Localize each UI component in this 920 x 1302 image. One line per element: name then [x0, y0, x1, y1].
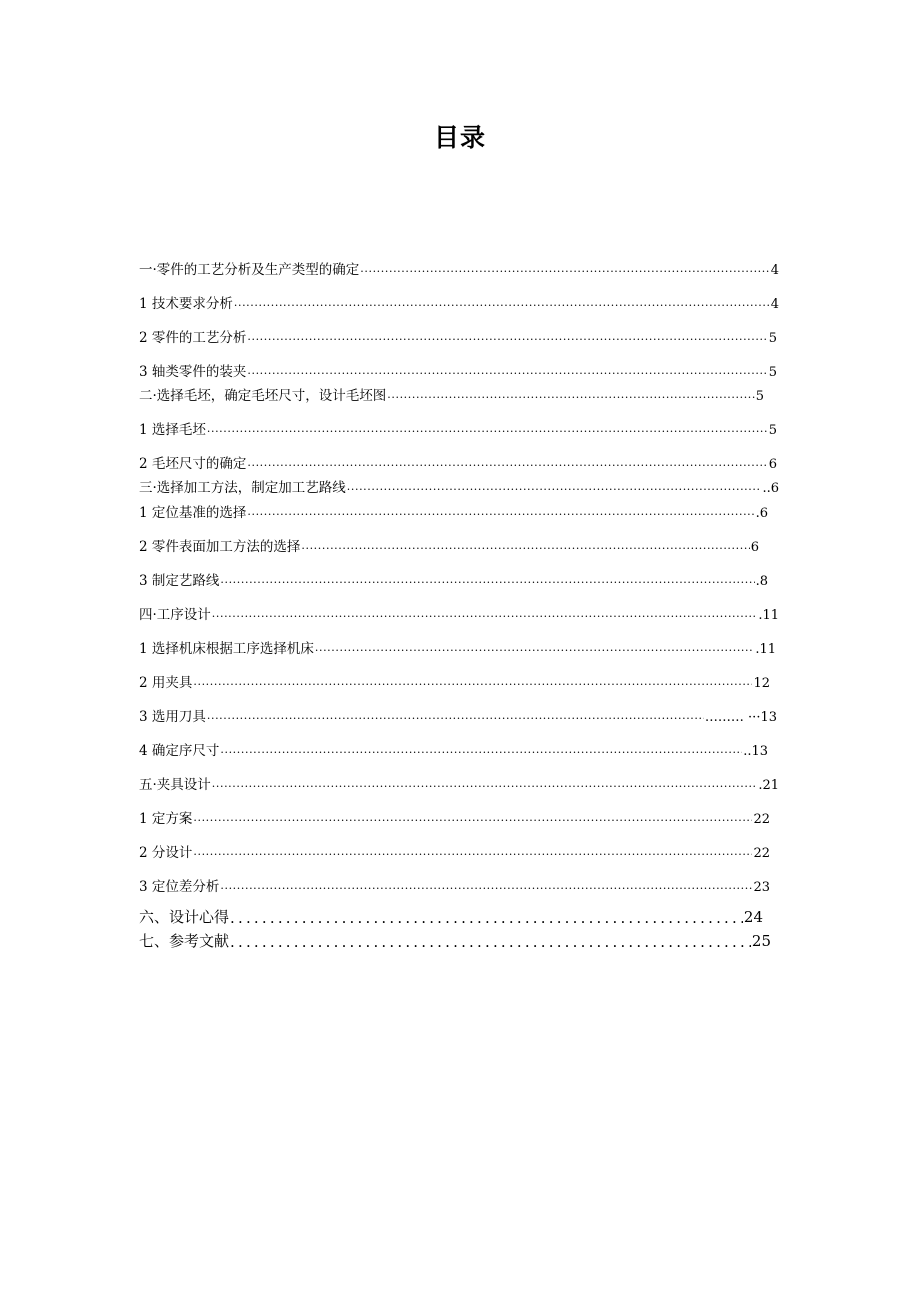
toc-entry-page: 24 [743, 908, 763, 926]
toc-entry[interactable] [139, 477, 779, 497]
toc-entry[interactable] [139, 706, 777, 726]
toc-entry-page: 5 [768, 331, 777, 346]
toc-entry-label: 3 制定艺路线 [139, 573, 220, 589]
toc-entry-page: 5 [755, 389, 764, 404]
toc-entry[interactable] [139, 259, 779, 279]
toc-entry-page: 6 [768, 457, 777, 472]
toc-entry-label: 3 定位差分析 [139, 879, 220, 895]
toc-entry-label: 六、设计心得 [139, 908, 230, 926]
toc-entry[interactable] [139, 570, 768, 590]
toc-entry-label: 3 选用刀具 [139, 709, 206, 725]
toc-entry-label: 2 分设计 [139, 845, 193, 861]
toc-leader [247, 366, 767, 381]
toc-leader [220, 575, 754, 590]
toc-entry-label: 七、参考文献 [139, 932, 230, 950]
toc-leader [193, 847, 752, 862]
page-title: 目录 [433, 123, 486, 152]
toc-entry-label: 四·工序设计 [139, 607, 211, 623]
toc-entry-page: 22 [753, 846, 770, 861]
toc-entry[interactable] [139, 930, 771, 950]
toc-leader [360, 264, 769, 279]
toc-entry-page: .11 [755, 642, 776, 657]
toc-leader [247, 458, 767, 473]
toc-entry[interactable] [139, 361, 777, 381]
toc-leader [212, 609, 758, 624]
toc-entry-page: 4 [770, 263, 779, 278]
toc-entry-page: 12 [753, 676, 770, 691]
toc-leader [234, 298, 770, 313]
toc-entry-label: 2 用夹具 [139, 675, 193, 691]
toc-entry[interactable] [139, 536, 759, 556]
toc-entry-label: 1 技术要求分析 [139, 296, 233, 312]
toc-entry-page: 23 [753, 880, 770, 895]
toc-leader [247, 507, 754, 522]
toc-entry[interactable] [139, 906, 763, 926]
toc-entry-label: 五·夹具设计 [139, 777, 211, 793]
toc-leader [220, 881, 752, 896]
toc-leader [193, 813, 752, 828]
toc-entry-label: 2 零件的工艺分析 [139, 330, 247, 346]
toc-entry-label: 三·选择加工方法，制定加工艺路线 [139, 480, 346, 496]
toc-entry[interactable] [139, 604, 779, 624]
toc-entry[interactable] [139, 385, 764, 405]
toc-entry-label: 1 定位基准的选择 [139, 505, 247, 521]
toc-entry-page: 4 [770, 297, 779, 312]
toc-leader [230, 911, 743, 926]
toc-entry[interactable] [139, 453, 777, 473]
toc-entry[interactable] [139, 740, 768, 760]
toc-entry-label: 1 定方案 [139, 811, 193, 827]
toc-entry[interactable] [139, 502, 768, 522]
toc-entry-page: .21 [758, 778, 779, 793]
toc-leader [315, 643, 754, 658]
toc-leader [220, 745, 742, 760]
toc-entry-page: 6 [750, 540, 759, 555]
toc-entry-page: .8 [755, 574, 768, 589]
toc-leader [301, 541, 749, 556]
toc-entry-label: 1 选择机床根据工序选择机床 [139, 641, 314, 657]
toc-entry-page: .6 [755, 506, 768, 521]
toc-entry-page: 5 [768, 423, 777, 438]
toc-entry-label: 一·零件的工艺分析及生产类型的确定 [139, 262, 360, 278]
toc-leader [387, 390, 754, 405]
toc-leader [247, 332, 767, 347]
toc-entry-page: ..6 [762, 481, 779, 496]
toc-leader [347, 482, 762, 497]
toc-entry-label: 4 确定序尺寸 [139, 743, 220, 759]
toc-leader [193, 677, 752, 692]
toc-leader [207, 424, 768, 439]
toc-entry-label: 2 零件表面加工方法的选择 [139, 539, 301, 555]
toc-entry[interactable] [139, 774, 779, 794]
toc-leader [212, 779, 758, 794]
toc-entry[interactable] [139, 638, 776, 658]
toc-entry[interactable] [139, 808, 770, 828]
toc-entry-page: 22 [753, 812, 770, 827]
toc-entry[interactable] [139, 876, 770, 896]
toc-entry-label: 2 毛坯尺寸的确定 [139, 456, 247, 472]
toc-entry[interactable] [139, 293, 779, 313]
toc-entry-label: 3 轴类零件的装夹 [139, 364, 247, 380]
toc-leader [230, 935, 751, 950]
toc-entry[interactable] [139, 672, 770, 692]
toc-entry-page: .11 [758, 608, 779, 623]
toc-entry[interactable] [139, 327, 777, 347]
toc-leader [207, 711, 704, 726]
toc-entry-page: 25 [751, 932, 771, 950]
toc-entry[interactable] [139, 842, 770, 862]
toc-entry-label: 1 选择毛坯 [139, 422, 206, 438]
toc-entry-label: 二·选择毛坯，确定毛坯尺寸，设计毛坯图 [139, 388, 387, 404]
toc-entry-page: 5 [768, 365, 777, 380]
toc-entry-page: ……… ···13 [704, 710, 777, 725]
toc-entry[interactable] [139, 419, 777, 439]
toc-entry-page: ..13 [743, 744, 768, 759]
